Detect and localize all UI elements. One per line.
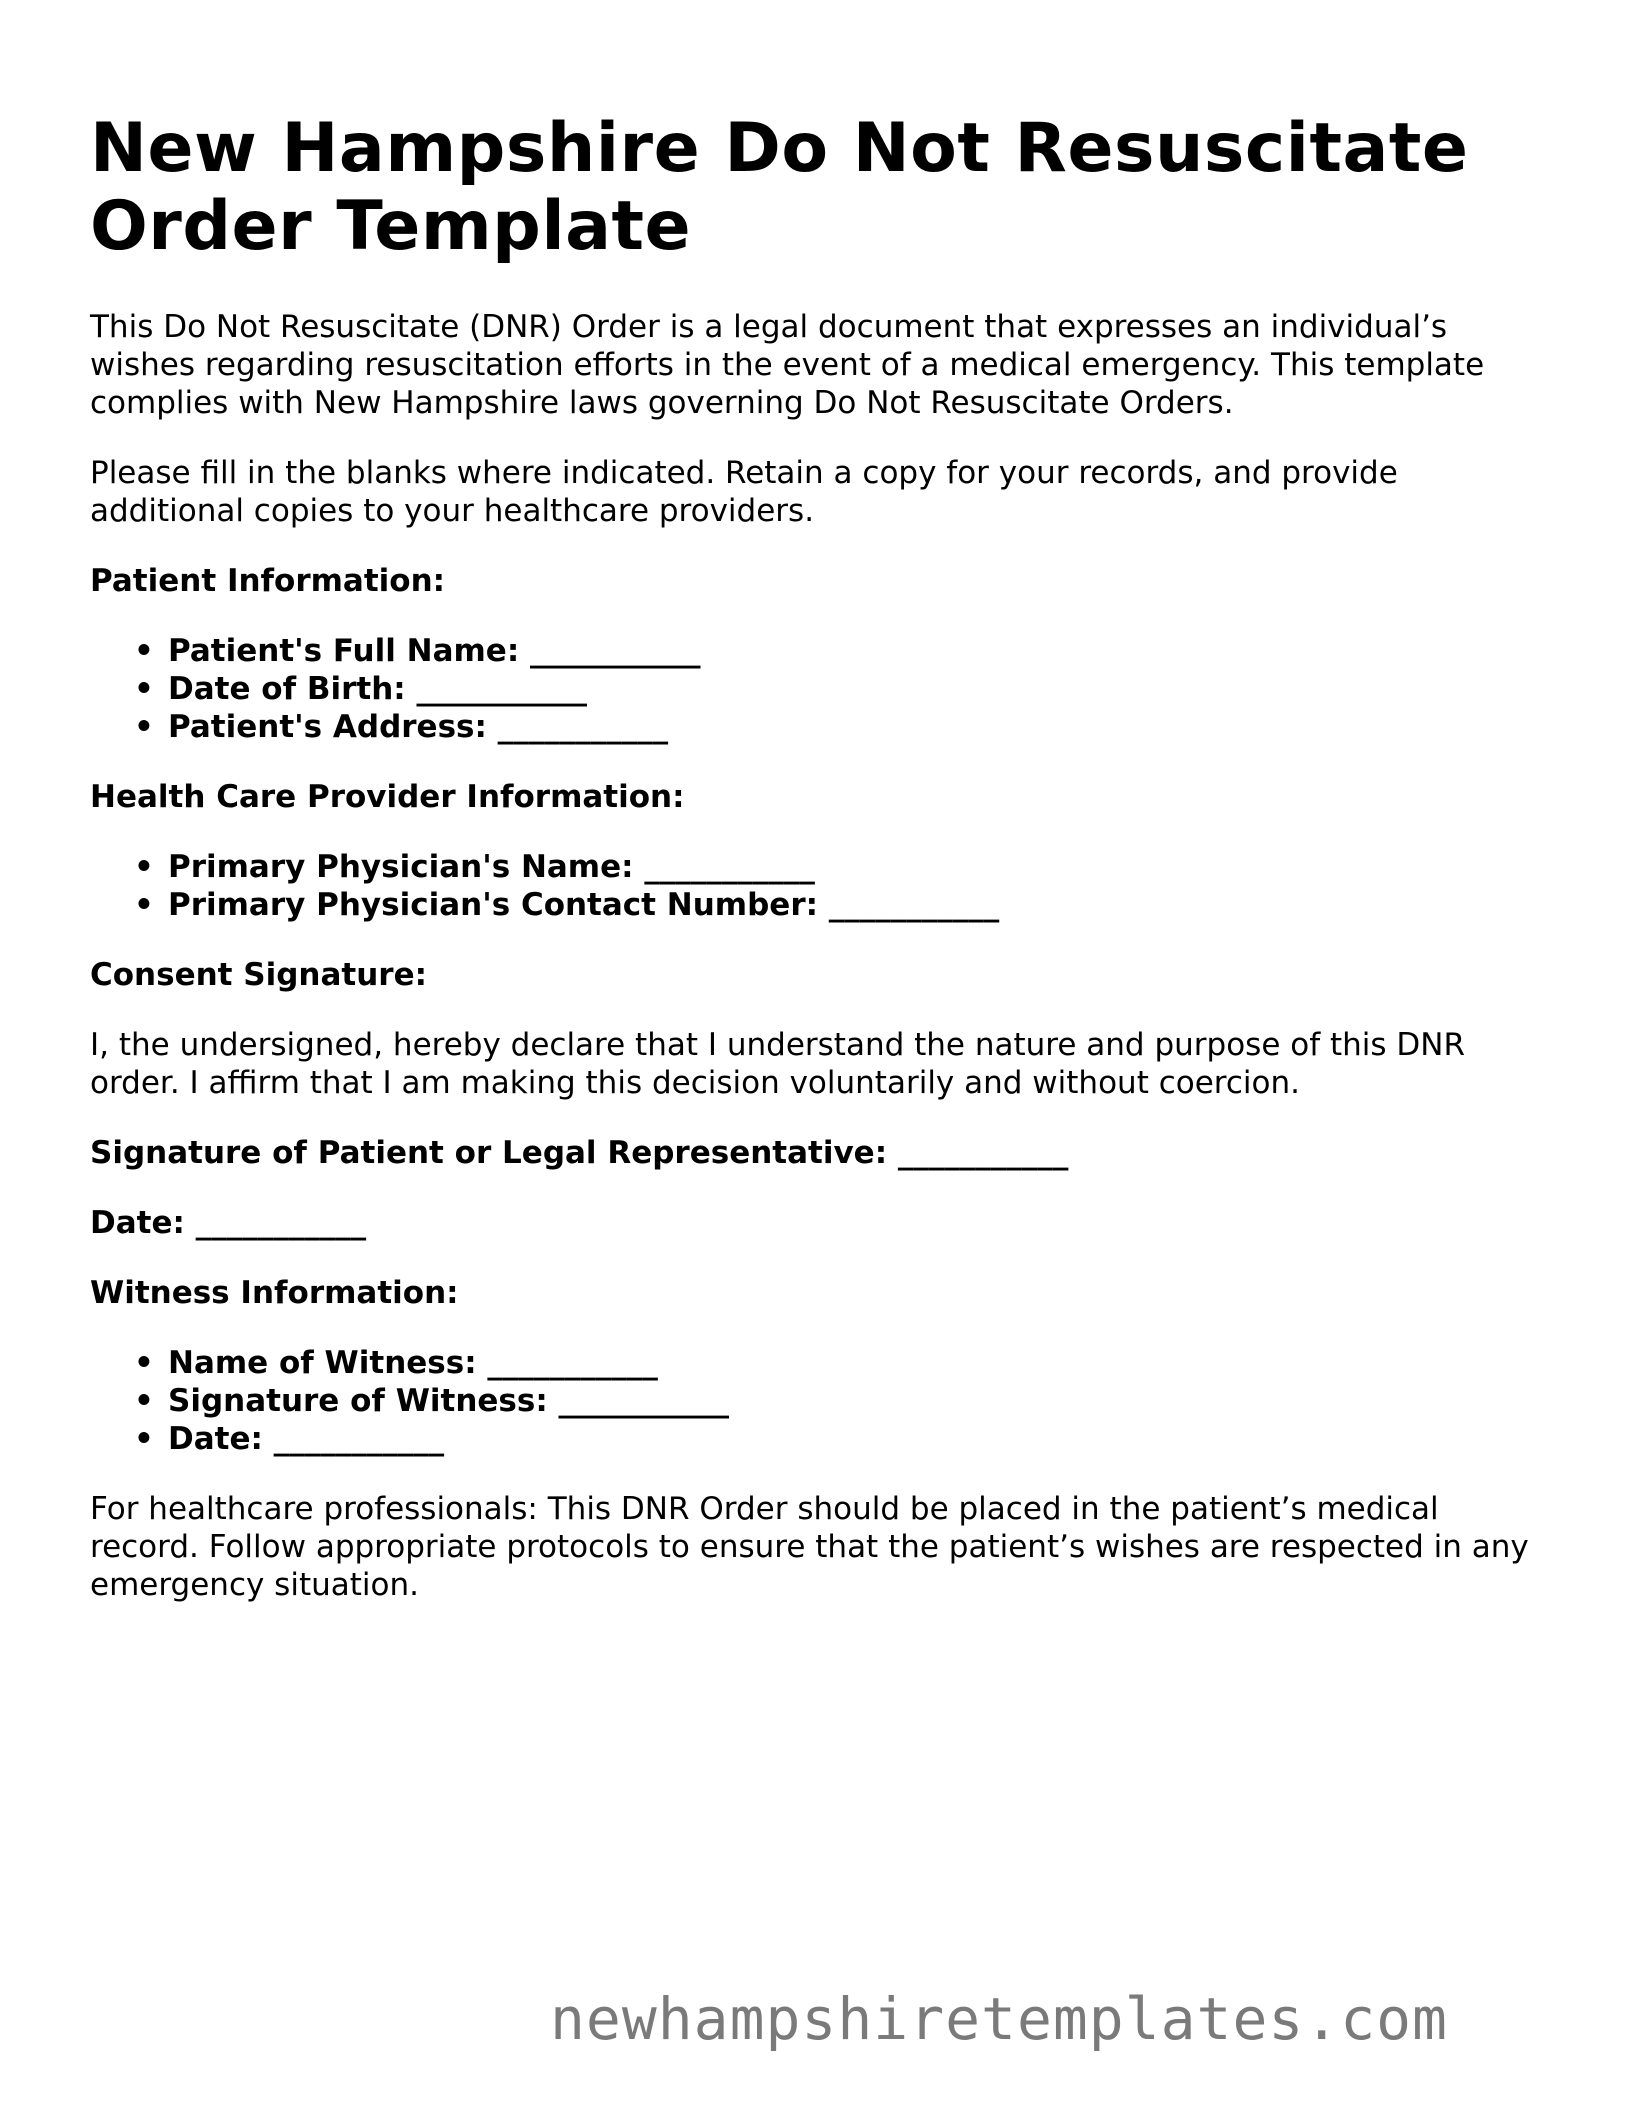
list-item	[134, 632, 1550, 670]
patient-info-list	[90, 632, 1550, 746]
provider-info-list	[90, 848, 1550, 924]
physician-name-field: Primary Physician's Name: ___________	[168, 849, 815, 885]
list-item	[134, 1420, 1550, 1458]
list-item	[134, 708, 1550, 746]
provider-info-heading: Health Care Provider Information:	[90, 779, 685, 815]
patient-info-heading: Patient Information:	[90, 563, 446, 599]
witness-info-heading: Witness Information:	[90, 1275, 459, 1311]
list-item	[134, 886, 1550, 924]
consent-date-field: Date: ___________	[90, 1205, 367, 1241]
patient-signature-field: Signature of Patient or Legal Representative: ___________	[90, 1135, 1069, 1171]
bullet-icon: •	[134, 887, 154, 923]
document-page	[90, 110, 1550, 1636]
witness-info-list	[90, 1344, 1550, 1458]
physician-contact-field: Primary Physician's Contact Number: ___________	[168, 887, 1000, 923]
list-item	[134, 1382, 1550, 1420]
bullet-icon: •	[134, 849, 154, 885]
list-item	[134, 1344, 1550, 1382]
patient-address-field: Patient's Address: ___________	[168, 709, 669, 745]
bullet-icon: •	[134, 633, 154, 669]
bullet-icon: •	[134, 1421, 154, 1457]
consent-statement: I, the undersigned, hereby declare that I understand the nature and purpose of this DNR order. I affirm that I am making this decision voluntarily and without coercion.	[90, 1027, 1466, 1101]
consent-heading: Consent Signature:	[90, 957, 428, 993]
document-title: New Hampshire Do Not Resuscitate Order Template	[90, 109, 1469, 266]
witness-signature-field: Signature of Witness: ___________	[168, 1383, 730, 1419]
list-item	[134, 848, 1550, 886]
site-watermark: newhampshiretemplates.com	[550, 1985, 1448, 2053]
witness-date-field: Date: ___________	[168, 1421, 445, 1457]
bullet-icon: •	[134, 1345, 154, 1381]
patient-full-name-field: Patient's Full Name: ___________	[168, 633, 701, 669]
instructions-paragraph: Please fill in the blanks where indicated. Retain a copy for your records, and provide additional copies to your healthcare providers.	[90, 455, 1398, 529]
bullet-icon: •	[134, 671, 154, 707]
professional-note: For healthcare professionals: This DNR Order should be placed in the patient’s medical record. Follow appropriate protocols to ensure that the patient’s wishes are respected in any emergency situation.	[90, 1491, 1529, 1603]
list-item	[134, 670, 1550, 708]
bullet-icon: •	[134, 1383, 154, 1419]
bullet-icon: •	[134, 709, 154, 745]
intro-paragraph: This Do Not Resuscitate (DNR) Order is a legal document that expresses an individual’s wishes regarding resuscitation efforts in the event of a medical emergency. This template complies with New Hampshire laws governing Do Not Resuscitate Orders.	[90, 309, 1485, 421]
witness-name-field: Name of Witness: ___________	[168, 1345, 658, 1381]
date-of-birth-field: Date of Birth: ___________	[168, 671, 587, 707]
